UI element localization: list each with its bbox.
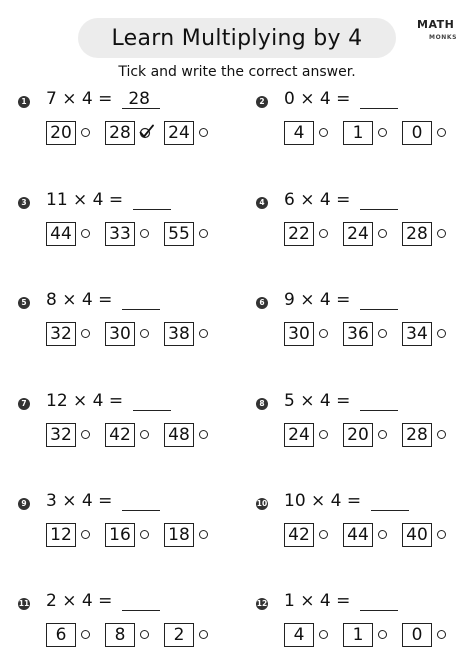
problem-equation: 7 × 4 =: [46, 89, 113, 109]
logo-main-text: MATH: [417, 18, 455, 31]
answer-option-box: 18: [164, 523, 194, 547]
tick-circle[interactable]: [81, 530, 90, 539]
problem-equation: 5 × 4 =: [284, 391, 351, 411]
written-answer: 28: [128, 89, 150, 109]
tick-circle[interactable]: [81, 329, 90, 338]
answer-option-box: 38: [164, 322, 194, 346]
tick-circle[interactable]: [199, 430, 208, 439]
answer-blank[interactable]: [122, 309, 160, 310]
problem-number-badge: 2: [256, 96, 268, 108]
answer-option-box: 4: [284, 121, 314, 145]
problem-equation: 2 × 4 =: [46, 591, 113, 611]
answer-option-box: 1: [343, 121, 373, 145]
tick-circle[interactable]: [81, 128, 90, 137]
answer-option-box: 24: [343, 222, 373, 246]
problem-equation: 6 × 4 =: [284, 190, 351, 210]
answer-option-box: 30: [105, 322, 135, 346]
problem-equation: 1 × 4 =: [284, 591, 351, 611]
answer-option-box: 28: [402, 222, 432, 246]
answer-blank[interactable]: [133, 410, 171, 411]
answer-option-box: 34: [402, 322, 432, 346]
problem-number-badge: 1: [18, 96, 30, 108]
problem-equation: 10 × 4 =: [284, 491, 362, 511]
tick-circle[interactable]: [319, 630, 328, 639]
tick-circle[interactable]: [437, 530, 446, 539]
answer-blank[interactable]: [371, 510, 409, 511]
problem-number-badge: 6: [256, 297, 268, 309]
logo-sub-text: MONKS: [429, 34, 458, 41]
tick-circle[interactable]: [378, 329, 387, 338]
tick-circle[interactable]: [199, 329, 208, 338]
answer-option-box: 16: [105, 523, 135, 547]
answer-option-box: 36: [343, 322, 373, 346]
answer-option-box: 1: [343, 623, 373, 647]
tick-circle[interactable]: [378, 530, 387, 539]
problem-number-badge: 7: [18, 398, 30, 410]
problem-4: [256, 190, 474, 263]
answer-option-box: 28: [402, 423, 432, 447]
tick-circle[interactable]: [378, 229, 387, 238]
answer-option-box: 44: [343, 523, 373, 547]
problem-7: [18, 391, 238, 464]
problem-number-badge: 3: [18, 197, 30, 209]
problem-8: [256, 391, 474, 464]
problem-equation: 9 × 4 =: [284, 290, 351, 310]
tick-circle[interactable]: [199, 229, 208, 238]
answer-option-box: 2: [164, 623, 194, 647]
worksheet-instructions: Tick and write the correct answer.: [118, 64, 356, 80]
problem-equation: 12 × 4 =: [46, 391, 124, 411]
answer-option-box: 40: [402, 523, 432, 547]
problem-3: [18, 190, 238, 263]
tick-circle[interactable]: [140, 229, 149, 238]
answer-blank[interactable]: [122, 510, 160, 511]
problem-number-badge: 10: [256, 499, 268, 508]
tick-circle[interactable]: [81, 630, 90, 639]
problem-number-badge: 8: [256, 398, 268, 410]
answer-blank[interactable]: [360, 209, 398, 210]
answer-blank[interactable]: [360, 309, 398, 310]
answer-option-box: 55: [164, 222, 194, 246]
problem-12: [256, 591, 474, 664]
answer-blank[interactable]: [133, 209, 171, 210]
checkmark-icon[interactable]: [138, 124, 154, 140]
problem-number-badge: 5: [18, 297, 30, 309]
answer-option-box: 30: [284, 322, 314, 346]
answer-option-box: 28: [105, 121, 135, 145]
tick-circle[interactable]: [140, 530, 149, 539]
tick-circle[interactable]: [140, 329, 149, 338]
tick-circle[interactable]: [319, 128, 328, 137]
tick-circle[interactable]: [437, 128, 446, 137]
answer-option-box: 12: [46, 523, 76, 547]
answer-option-box: 24: [164, 121, 194, 145]
answer-option-box: 0: [402, 121, 432, 145]
answer-option-box: 6: [46, 623, 76, 647]
answer-option-box: 24: [284, 423, 314, 447]
tick-circle[interactable]: [319, 329, 328, 338]
answer-option-box: 4: [284, 623, 314, 647]
tick-circle[interactable]: [199, 128, 208, 137]
tick-circle[interactable]: [378, 128, 387, 137]
tick-circle[interactable]: [140, 430, 149, 439]
tick-circle[interactable]: [319, 229, 328, 238]
problem-equation: 0 × 4 =: [284, 89, 351, 109]
problem-number-badge: 12: [256, 599, 268, 608]
tick-circle[interactable]: [378, 630, 387, 639]
tick-circle[interactable]: [81, 229, 90, 238]
tick-circle[interactable]: [437, 630, 446, 639]
answer-option-box: 32: [46, 423, 76, 447]
answer-option-box: 32: [46, 322, 76, 346]
problem-11: [18, 591, 238, 664]
answer-option-box: 20: [343, 423, 373, 447]
tick-circle[interactable]: [437, 229, 446, 238]
tick-circle[interactable]: [199, 530, 208, 539]
tick-circle[interactable]: [437, 329, 446, 338]
problem-1: [18, 89, 238, 162]
problem-number-badge: 4: [256, 197, 268, 209]
answer-option-box: 42: [284, 523, 314, 547]
tick-circle[interactable]: [140, 630, 149, 639]
problem-2: [256, 89, 474, 162]
answer-option-box: 22: [284, 222, 314, 246]
problem-number-badge: 11: [18, 599, 30, 608]
answer-option-box: 42: [105, 423, 135, 447]
tick-circle[interactable]: [199, 630, 208, 639]
answer-option-box: 20: [46, 121, 76, 145]
tick-circle[interactable]: [319, 430, 328, 439]
answer-option-box: 0: [402, 623, 432, 647]
problem-9: [18, 491, 238, 564]
answer-blank[interactable]: [122, 610, 160, 611]
worksheet-title: Learn Multiplying by 4: [78, 18, 396, 58]
tick-circle[interactable]: [378, 430, 387, 439]
problem-equation: 8 × 4 =: [46, 290, 113, 310]
tick-circle[interactable]: [81, 430, 90, 439]
problem-equation: 11 × 4 =: [46, 190, 124, 210]
answer-blank[interactable]: [360, 410, 398, 411]
math-monks-logo: [417, 16, 461, 46]
problem-number-badge: 9: [18, 498, 30, 510]
answer-option-box: 44: [46, 222, 76, 246]
answer-option-box: 48: [164, 423, 194, 447]
tick-circle[interactable]: [319, 530, 328, 539]
problem-equation: 3 × 4 =: [46, 491, 113, 511]
problem-6: [256, 290, 474, 363]
answer-blank[interactable]: [360, 108, 398, 109]
problem-10: [256, 491, 474, 564]
tick-circle[interactable]: [437, 430, 446, 439]
answer-blank[interactable]: [360, 610, 398, 611]
answer-option-box: 8: [105, 623, 135, 647]
problem-5: [18, 290, 238, 363]
answer-option-box: 33: [105, 222, 135, 246]
